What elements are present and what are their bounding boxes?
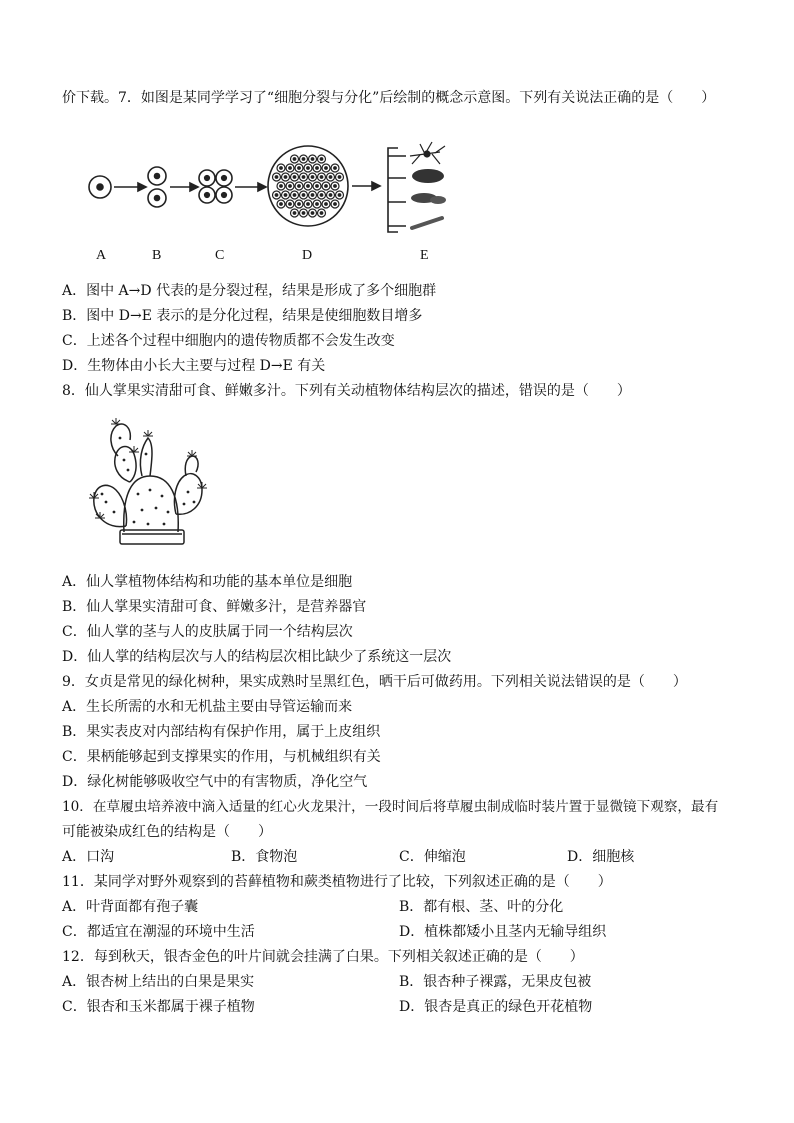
- q7-option-a: A．图中 A→D 代表的是分裂过程，结果是形成了多个细胞群: [62, 283, 437, 299]
- figure-label-b: B: [152, 248, 162, 263]
- q10-option-b: B．食物泡: [231, 849, 298, 865]
- q12-option-b: B．银杏种子裸露，无果皮包被: [399, 974, 592, 990]
- q9-option-a: A．生长所需的水和无机盐主要由导管运输而来: [62, 699, 353, 715]
- q10-option-c: C．伸缩泡: [399, 849, 466, 865]
- figure-label-c: C: [215, 248, 225, 263]
- q9-stem: 9．女贞是常见的绿化树种，果实成熟时呈黑红色，晒干后可做药用。下列相关说法错误的是（ ）: [62, 674, 687, 690]
- figure-label-a: A: [96, 248, 107, 263]
- q11-option-c: C．都适宜在潮湿的环境中生活: [62, 924, 255, 940]
- figure-label-d: D: [302, 248, 313, 263]
- cell-division-figure: [80, 134, 460, 234]
- cactus-illustration: [72, 414, 222, 550]
- q12-option-c: C．银杏和玉米都属于裸子植物: [62, 999, 255, 1015]
- q9-option-d: D．绿化树能够吸收空气中的有害物质，净化空气: [62, 774, 368, 790]
- q9-option-c: C．果柄能够起到支撑果实的作用，与机械组织有关: [62, 749, 381, 765]
- q11-stem: 11．某同学对野外观察到的苔藓植物和蕨类植物进行了比较，下列叙述正确的是（ ）: [62, 874, 612, 890]
- q8-stem: 8．仙人掌果实清甜可食、鲜嫩多汁。下列有关动植物体结构层次的描述，错误的是（ ）: [62, 383, 631, 399]
- figure-label-e: E: [420, 248, 429, 263]
- q10-stem-line2: 可能被染成红色的结构是（ ）: [62, 824, 272, 840]
- q11-option-a: A．叶背面都有孢子囊: [62, 899, 199, 915]
- q11-option-d: D．植株都矮小且茎内无输导组织: [399, 924, 607, 940]
- q11-option-b: B．都有根、茎、叶的分化: [399, 899, 564, 915]
- q7-stem: 价下载。7．如图是某同学学习了“细胞分裂与分化”后绘制的概念示意图。下列有关说法正确的是（ ）: [62, 90, 716, 106]
- q12-option-d: D．银杏是真正的绿色开花植物: [399, 999, 593, 1015]
- q9-option-b: B．果实表皮对内部结构有保护作用，属于上皮组织: [62, 724, 381, 740]
- q8-option-c: C．仙人掌的茎与人的皮肤属于同一个结构层次: [62, 624, 353, 640]
- q8-option-b: B．仙人掌果实清甜可食、鲜嫩多汁，是营养器官: [62, 599, 367, 615]
- q7-option-c: C．上述各个过程中细胞内的遗传物质都不会发生改变: [62, 333, 395, 349]
- q8-option-d: D．仙人掌的结构层次与人的结构层次相比缺少了系统这一层次: [62, 649, 452, 665]
- q10-option-a: A．口沟: [62, 849, 115, 865]
- q8-option-a: A．仙人掌植物体结构和功能的基本单位是细胞: [62, 574, 353, 590]
- q10-stem-line1: 10．在草履虫培养液中滴入适量的红心火龙果汁，一段时间后将草履虫制成临时装片置于显微镜下观察，最有: [62, 799, 719, 815]
- q12-stem: 12．每到秋天，银杏金色的叶片间就会挂满了白果。下列相关叙述正确的是（ ）: [62, 949, 584, 965]
- q7-option-b: B．图中 D→E 表示的是分化过程，结果是使细胞数目增多: [62, 308, 423, 324]
- q12-option-a: A．银杏树上结出的白果是果实: [62, 974, 255, 990]
- q7-option-d: D．生物体由小长大主要与过程 D→E 有关: [62, 358, 326, 374]
- q10-option-d: D．细胞核: [567, 849, 635, 865]
